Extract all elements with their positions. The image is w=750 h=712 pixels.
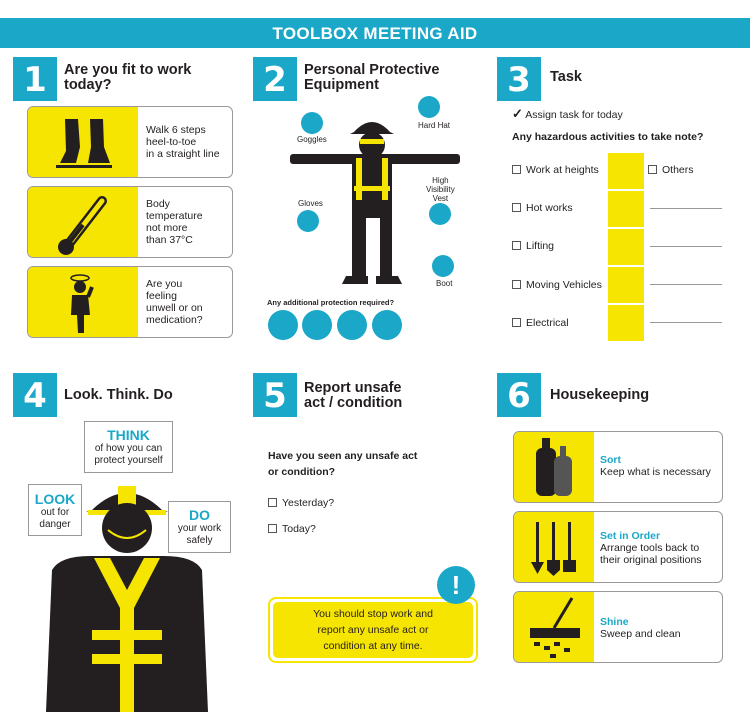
unsafe-question-line2: or condition?: [268, 466, 336, 478]
unwell-line4: medication?: [146, 314, 203, 326]
set-in-order-desc2: their original positions: [600, 554, 702, 566]
section-2-title-line2: Equipment: [304, 77, 379, 93]
checkbox[interactable]: [268, 498, 277, 507]
option-today[interactable]: [268, 523, 316, 536]
set-in-order-desc1: Arrange tools back to: [600, 542, 700, 554]
hazard-label: Lifting: [526, 240, 555, 252]
option-yesterday-label: Yesterday?: [282, 497, 335, 509]
section-3-title: Task: [550, 69, 582, 85]
hazard-item-electrical[interactable]: [512, 317, 569, 330]
goggles-label: Goggles: [297, 135, 327, 144]
section-5-title: [304, 381, 402, 411]
note-line3: condition at any time.: [323, 640, 423, 652]
sort-text: [600, 454, 711, 478]
temp-line1: Body: [146, 198, 170, 210]
section-6-number: 6: [497, 373, 541, 417]
section-1-title: [64, 63, 191, 93]
dizzy-person-icon: [28, 267, 138, 337]
hazard-label: Moving Vehicles: [526, 279, 602, 291]
do-line2: safely: [186, 535, 213, 546]
work-at-heights-icon: [608, 153, 644, 189]
checkbox[interactable]: [648, 165, 657, 174]
vest-label: [426, 176, 455, 203]
think-line2: protect yourself: [94, 455, 163, 466]
do-box: [168, 501, 231, 553]
vest-icon: [429, 203, 451, 225]
section-4-number: 4: [13, 373, 57, 417]
thermometer-icon: [28, 187, 138, 257]
checkbox[interactable]: [512, 241, 521, 250]
hazard-question: Any hazardous activities to take note?: [512, 131, 704, 143]
walk-icon: [28, 107, 138, 177]
hazard-label: Hot works: [526, 202, 573, 214]
sort-desc: Keep what is necessary: [600, 466, 711, 478]
hard-hat-icon: [418, 96, 440, 118]
temp-line4: than 37°C: [146, 234, 193, 246]
do-line1: your work: [177, 523, 222, 534]
section-3-number: 3: [497, 57, 541, 101]
checkbox[interactable]: [512, 165, 521, 174]
others-line-3[interactable]: [650, 284, 722, 285]
temp-line3: not more: [146, 222, 188, 234]
hazard-item-lifting[interactable]: [512, 240, 554, 253]
checkbox[interactable]: [268, 524, 277, 533]
others-line-2[interactable]: [650, 246, 722, 247]
hazard-item-others[interactable]: [648, 164, 694, 177]
boot-label: Boot: [436, 279, 453, 288]
temp-line2: temperature: [146, 210, 203, 222]
note-line1: You should stop work and: [313, 608, 433, 620]
think-heading: THINK: [107, 427, 150, 443]
walk-line1: Walk 6 steps: [146, 124, 206, 136]
unsafe-question-line1: Have you seen any unsafe act: [268, 450, 418, 462]
shine-desc: Sweep and clean: [600, 628, 681, 640]
hard-hat-label: Hard Hat: [418, 121, 451, 130]
ear-protection-icon: [302, 310, 332, 340]
unwell-line3: unwell or on: [146, 302, 203, 314]
vest-label-1: High: [432, 176, 449, 185]
section-2-title-line1: Personal Protective: [304, 62, 440, 78]
others-label: Others: [662, 164, 694, 176]
think-line1: of how you can: [94, 443, 163, 454]
additional-protection-question: Any additional protection required?: [267, 298, 395, 307]
others-line-4[interactable]: [650, 322, 722, 323]
section-2-title: [304, 63, 439, 93]
fitness-card-unwell: [27, 266, 233, 338]
look-line1: out for: [40, 507, 70, 518]
electrical-icon: [608, 305, 644, 341]
broom-icon: [514, 592, 594, 662]
checked-icon[interactable]: ✓: [512, 106, 523, 121]
section-5-title-line1: Report unsafe: [304, 380, 402, 396]
tools-icon: [514, 512, 594, 582]
look-box: [28, 484, 82, 536]
section-2-number: 2: [253, 57, 297, 101]
set-in-order-title: Set in Order: [600, 530, 661, 542]
others-line-1[interactable]: [650, 208, 722, 209]
gloves-icon: [297, 210, 319, 232]
vest-label-2: Visibility: [426, 185, 455, 194]
unsafe-question: [268, 448, 417, 480]
checkbox[interactable]: [512, 280, 521, 289]
stop-work-note: [273, 602, 473, 658]
option-today-label: Today?: [282, 523, 316, 535]
hazard-item-vehicles[interactable]: [512, 279, 602, 292]
hot-works-icon: [608, 191, 644, 227]
alert-icon: !: [437, 566, 475, 604]
note-line2: report any unsafe act or: [317, 624, 429, 636]
look-heading: LOOK: [34, 491, 76, 507]
lifting-icon: [608, 229, 644, 265]
section-4-title: Look. Think. Do: [64, 387, 173, 403]
sort-title: Sort: [600, 454, 621, 466]
face-shield-icon: [372, 310, 402, 340]
section-1-title-line2: today?: [64, 77, 112, 93]
housekeeping-shine: [513, 591, 723, 663]
housekeeping-set-in-order: [513, 511, 723, 583]
goggles-icon: [301, 112, 323, 134]
look-line2: danger: [39, 519, 71, 530]
hazard-label: Electrical: [526, 317, 569, 329]
moving-vehicles-icon: [608, 267, 644, 303]
extra-ppe-icon-1: [268, 310, 298, 340]
section-5-title-line2: act / condition: [304, 395, 403, 411]
think-box: [84, 421, 173, 473]
boot-icon: [432, 255, 454, 277]
section-5-number: 5: [253, 373, 297, 417]
assign-task-row: [512, 107, 623, 122]
hazard-label: Work at heights: [526, 164, 599, 176]
unwell-line1: Are you: [146, 278, 183, 290]
assign-task-label: Assign task for today: [525, 109, 623, 121]
section-1-number: 1: [13, 57, 57, 101]
hazard-item-hot-works[interactable]: [512, 202, 573, 215]
section-1-title-line1: Are you fit to work: [64, 62, 192, 78]
walk-line3: in a straight line: [146, 148, 220, 160]
set-in-order-text: [600, 530, 702, 566]
page-banner: TOOLBOX MEETING AID: [0, 18, 750, 48]
shine-title: Shine: [600, 616, 629, 628]
walk-line2: heel-to-toe: [146, 136, 197, 148]
checkbox[interactable]: [512, 318, 521, 327]
option-yesterday[interactable]: [268, 497, 334, 510]
bottles-icon: [514, 432, 594, 502]
vest-label-3: Vest: [432, 194, 449, 203]
housekeeping-sort: [513, 431, 723, 503]
hazard-item-heights[interactable]: [512, 164, 599, 177]
unwell-line2: feeling: [146, 290, 177, 302]
section-6-title: Housekeeping: [550, 387, 650, 403]
fitness-card-walk: [27, 106, 233, 178]
checkbox[interactable]: [512, 203, 521, 212]
gloves-label: Gloves: [298, 199, 323, 208]
respirator-icon: [337, 310, 367, 340]
shine-text: [600, 616, 681, 640]
do-heading: DO: [189, 507, 210, 523]
fitness-card-temperature: [27, 186, 233, 258]
